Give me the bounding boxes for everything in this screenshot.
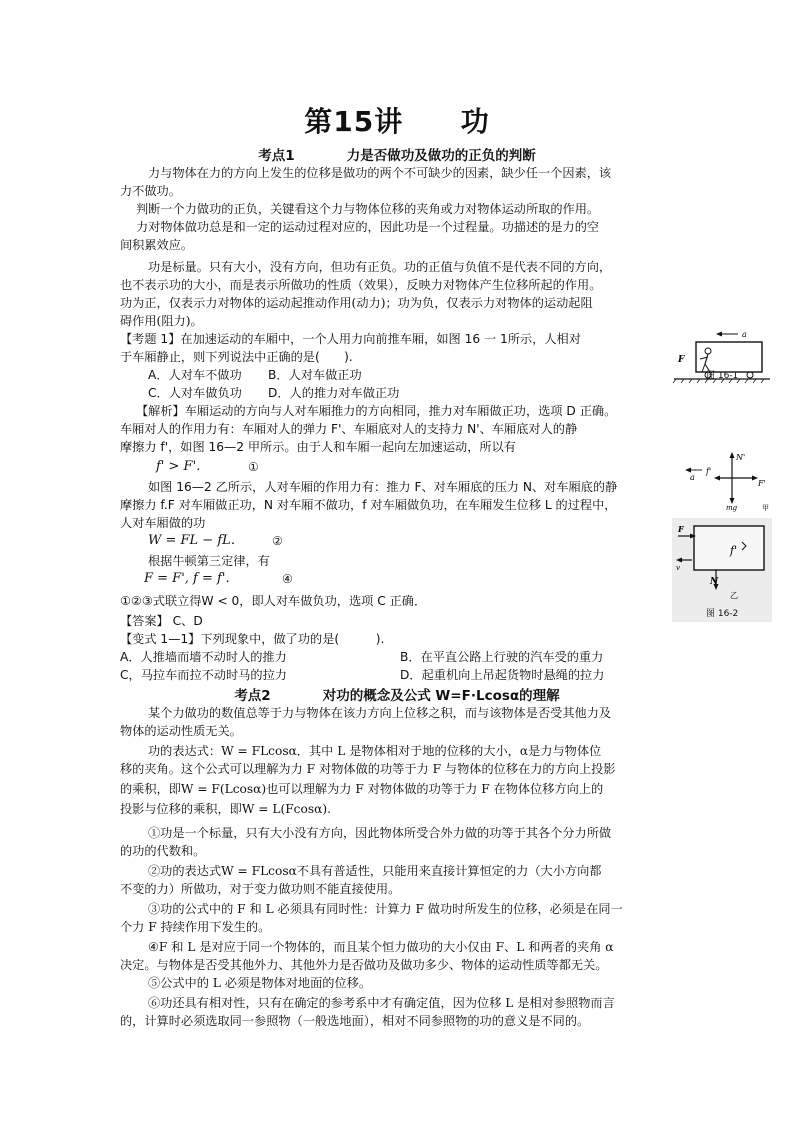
equation-1-number: ① (248, 460, 259, 474)
concept-line: 的乘积，即W = F(Lcosα)也可以理解为力 F 对物体做的功等于力 F 在物体位移方向上的 (120, 782, 604, 796)
option-d: D．人的推力对车做正功 (268, 386, 400, 400)
example-question: 【考题 1】在加速运动的车厢中，一个人用力向前推车厢，如图 16 一 1所示，人相对 (120, 332, 581, 346)
carriage-box (694, 526, 764, 570)
analysis-line: 如图 16—2 乙所示，人对车厢的作用力有：推力 F、对车厢底的压力 N、对车厢底的静 (148, 480, 618, 494)
concept-line: 物体的运动性质无关。 (120, 724, 242, 738)
section-title: 对功的概念及公式 W=F·Lcosα的理解 (322, 688, 560, 704)
point-line: ②功的表达式W = FLcosα不具有普适性，只能用来直接计算恒定的力（大小方向都 (148, 864, 602, 878)
section-heading-2 (0, 684, 794, 704)
intro-line: 力对物体做功总是和一定的运动过程对应的，因此功是一个过程量。功描述的是力的空 (136, 220, 600, 234)
point-line: ④F 和 L 是对应于同一个物体的，而且某个恒力做功的大小仅由 F、L 和两者的夹角 α (148, 940, 614, 954)
normal-force-arrowhead (730, 452, 735, 458)
intro-line: 功为正，仅表示力对物体的运动起推动作用(动力)；功为负，仅表示力对物体的运动起阻 (120, 296, 593, 310)
point-line: ③功的公式中的 F 和 L 必须具有同时性：计算力 F 做功时所发生的位移，必须是在同一 (148, 902, 623, 916)
variant-option-a: A．人推墙而墙不动时人的推力 (120, 650, 287, 664)
fig2a-label-jia: 甲 (762, 504, 769, 512)
fig2b-label-f: f' (730, 544, 738, 557)
intro-line: 力不做功。 (120, 184, 181, 198)
variant-option-d: D．起重机向上吊起货物时悬绳的拉力 (400, 668, 605, 682)
analysis-line: 【解析】车厢运动的方向与人对车厢推力的方向相同，推力对车厢做正功，选项 D 正确。 (136, 404, 617, 418)
variant-question: 【变式 1—1】下列现象中，做了功的是( ). (120, 632, 385, 646)
equation-4-number: ④ (282, 572, 293, 586)
fig1-label-a: a (742, 330, 747, 339)
fig2a-label-F: F' (758, 479, 766, 488)
fig2a-label-a: a (690, 473, 695, 482)
wheel (747, 372, 753, 378)
option-c: C．人对车做负功 (148, 386, 242, 400)
section-title: 力是否做功及做功的正负的判断 (346, 148, 536, 164)
fprime-arrowhead (714, 476, 720, 481)
intro-line: 碍作用(阻力)。 (120, 314, 203, 328)
analysis-line: 摩擦力 f.F 对车厢做正功，N 对车厢不做功，f 对车厢做负功，在车厢发生位移 L 的过程中， (120, 498, 617, 512)
point-line: ⑥功还具有相对性，只有在确定的参考系中才有确定值，因为位移 L 是相对参照物而言 (148, 996, 615, 1010)
equation-2: W = FL − fL． (148, 533, 244, 548)
equation-4: F = F', f = f'． (144, 571, 239, 586)
point-line: 个力 F 持续作用下发生的。 (120, 920, 271, 934)
equation-2-number: ② (272, 534, 283, 548)
fig2b-label-yi: 乙 (730, 591, 738, 600)
acceleration-arrowhead (685, 468, 691, 473)
fig2a-label-N: N' (736, 453, 746, 462)
intro-line: 力与物体在力的方向上发生的位移是做功的两个不可缺少的因素，缺少任一个因素，该 (148, 166, 612, 180)
variant-option-b: B．在平直公路上行驶的汽车受的重力 (400, 650, 604, 664)
fig2b-label-F: F (678, 524, 684, 534)
concept-line: 移的夹角。这个公式可以理解为力 F 对物体做的功等于力 F 与物体的位移在力的方向上投影 (120, 762, 616, 776)
analysis-line: 根据牛顿第三定律，有 (148, 554, 270, 568)
fig2a-label-f: f' (706, 467, 712, 476)
section-heading-1 (0, 144, 794, 164)
point-line: ⑤公式中的 L 必须是物体对地面的位移。 (148, 976, 372, 990)
option-a: A．人对车不做功 (148, 368, 242, 382)
force-diagram-person (682, 448, 778, 512)
point-line: 的功的代数和。 (120, 844, 206, 858)
lecture-topic: 功 (460, 105, 490, 138)
point-line: 不变的力）所做功，对于变力做功则不能直接使用。 (120, 882, 401, 896)
figure-16-2-a (682, 448, 778, 512)
analysis-line: 摩擦力 f'，如图 16—2 甲所示。由于人和车厢一起向左加速运动，所以有 (120, 440, 516, 454)
page-title (0, 100, 794, 140)
option-b: B．人对车做正功 (268, 368, 362, 382)
example-question: 于车厢静止，则下列说法中正确的是( ). (120, 350, 353, 364)
fig2a-label-mg: mg (726, 504, 738, 512)
person-body (705, 354, 708, 364)
lecture-number: 第15讲 (304, 105, 404, 138)
figure-16-1-caption: 图 16-1 (706, 371, 739, 381)
point-line: 决定。与物体是否受其他外力、其他外力是否做功及做功多少、物体的运动性质等都无关。 (120, 958, 608, 972)
analysis-line: 车厢对人的作用力有：车厢对人的弹力 F'、车厢底对人的支持力 N'、车厢底对人的静 (120, 422, 578, 436)
intro-line: 间积累效应。 (120, 238, 194, 252)
intro-line: 也不表示功的大小，而是表示所做功的性质（效果），反映力对物体产生位移所起的作用。 (120, 278, 602, 292)
variant-option-c: C，马拉车而拉不动时马的拉力 (120, 668, 287, 682)
answer: 【答案】 C、D (120, 614, 203, 628)
concept-line: 某个力做功的数值总等于力与物体在该力方向上位移之积，而与该物体是否受其他力及 (148, 706, 612, 720)
point-line: ①功是一个标量，只有大小没有方向，因此物体所受合外力做的功等于其各个分力所做 (148, 826, 612, 840)
concept-line: 功的表达式：W = FLcosα．其中 L 是物体相对于地的位移的大小，α是力与物体位 (148, 744, 602, 758)
figure-16-2-caption: 图 16-2 (706, 609, 739, 619)
acceleration-arrowhead (716, 332, 722, 337)
intro-line: 判断一个力做功的正负，关键看这个力与物体位移的夹角或力对物体运动所取的作用。 (136, 202, 600, 216)
fig1-label-F: F (678, 355, 685, 365)
fig2b-label-v: v (676, 564, 680, 572)
point-line: 的，计算时必须选取同一参照物（一般选地面），相对不同参照物的功的意义是不同的。 (120, 1014, 590, 1028)
analysis-line: 人对车厢做的功 (120, 516, 206, 530)
analysis-line: ①②③式联立得W < 0，即人对车做负功，选项 C 正确． (120, 594, 427, 608)
person-head (705, 348, 711, 354)
concept-line: 投影与位移的乘积，即W = L(Fcosα). (120, 802, 331, 816)
section-label: 考点2 (234, 688, 271, 704)
equation-1: f' > F'． (156, 459, 210, 474)
fig2b-label-N: N (710, 577, 719, 587)
intro-line: 功是标量。只有大小，没有方向，但功有正负。功的正值与负值不是代表不同的方向， (148, 260, 612, 274)
person-leg (702, 364, 705, 372)
section-label: 考点1 (258, 148, 295, 164)
friction-arrowhead (676, 558, 682, 563)
